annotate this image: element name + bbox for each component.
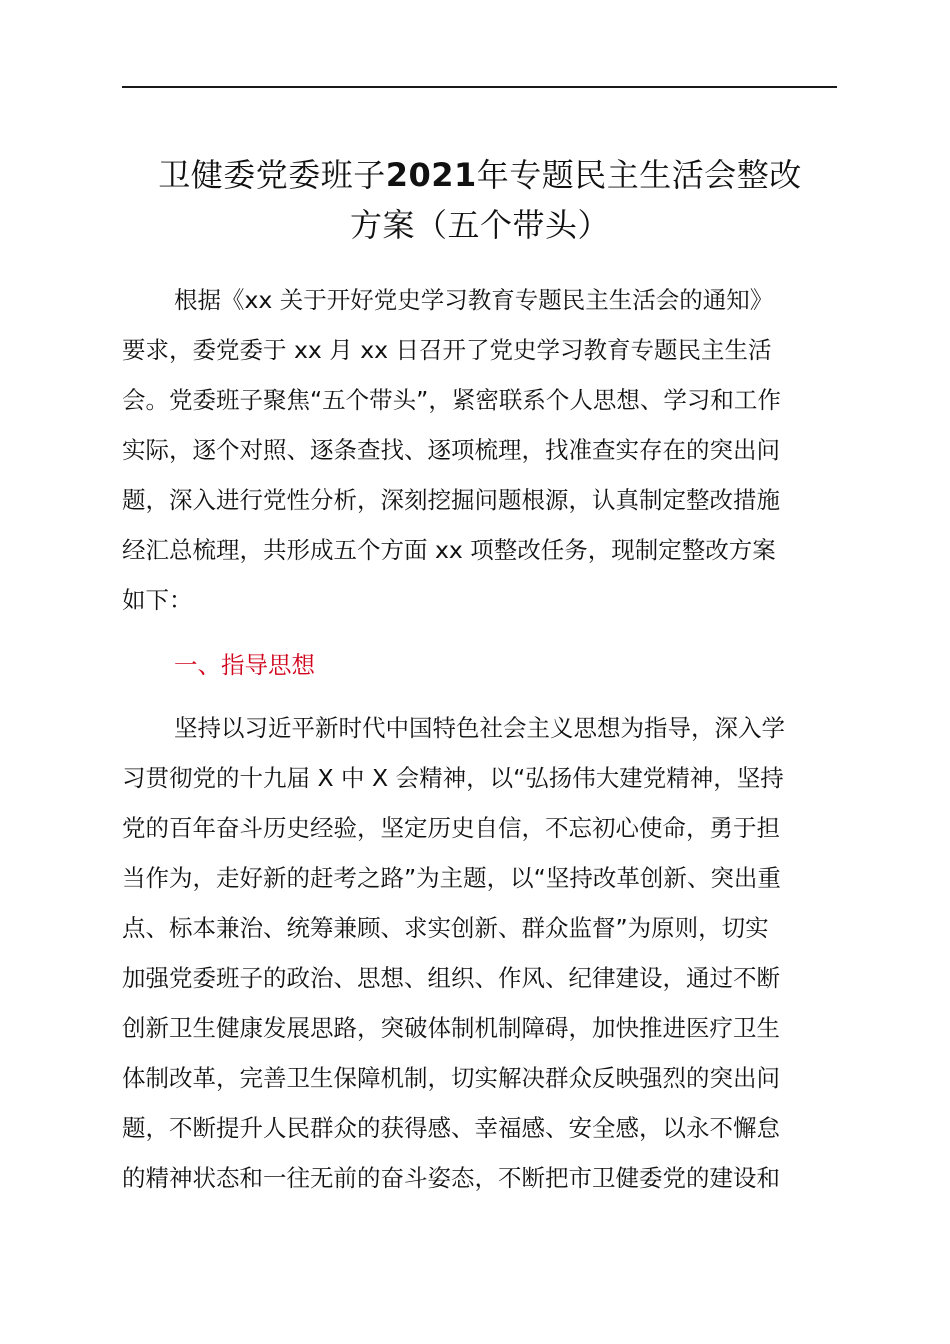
title-prefix: 卫健委党委班子 — [158, 156, 386, 194]
paragraph-line: 要求，委党委于 xx 月 xx 日召开了党史学习教育专题民主生活 — [122, 336, 772, 364]
title-line-1 — [110, 150, 850, 200]
section-heading-guiding-thought: 一、指导思想 — [174, 651, 315, 679]
paragraph-line: 当作为，走好新的赶考之路”为主题，以“坚持改革创新、突出重 — [122, 864, 781, 892]
paragraph-line: 实际，逐个对照、逐条查找、逐项梳理，找准查实存在的突出问 — [122, 436, 780, 464]
paragraph-line: 党的百年奋斗历史经验，坚定历史自信，不忘初心使命，勇于担 — [122, 814, 780, 842]
title-suffix: 年专题民主生活会整改 — [476, 156, 802, 194]
paragraph-line: 题，深入进行党性分析，深刻挖掘问题根源，认真制定整改措施 — [122, 486, 780, 514]
guiding-thought-paragraph — [122, 703, 838, 1203]
paragraph-line: 的精神状态和一往无前的奋斗姿态，不断把市卫健委党的建设和 — [122, 1164, 780, 1192]
paragraph-line: 加强党委班子的政治、思想、组织、作风、纪律建设，通过不断 — [122, 964, 780, 992]
title-year: 2021 — [385, 156, 477, 194]
document-title — [110, 150, 850, 250]
paragraph-line: 会。党委班子聚焦“五个带头”，紧密联系个人思想、学习和工作 — [122, 386, 781, 414]
paragraph-line: 习贯彻党的十九届 X 中 X 会精神，以“弘扬伟大建党精神，坚持 — [122, 764, 784, 792]
paragraph-line: 题，不断提升人民群众的获得感、幸福感、安全感，以永不懈怠 — [122, 1114, 780, 1142]
paragraph-line: 根据《xx 关于开好党史学习教育专题民主生活会的通知》 — [174, 286, 774, 314]
paragraph-line: 经汇总梳理，共形成五个方面 xx 项整改任务，现制定整改方案 — [122, 536, 776, 564]
header-rule — [122, 86, 837, 88]
paragraph-line: 体制改革，完善卫生保障机制，切实解决群众反映强烈的突出问 — [122, 1064, 780, 1092]
paragraph-line: 坚持以习近平新时代中国特色社会主义思想为指导，深入学 — [174, 714, 785, 742]
paragraph-line: 如下： — [122, 586, 193, 614]
intro-paragraph — [122, 275, 838, 625]
paragraph-line: 点、标本兼治、统筹兼顾、求实创新、群众监督”为原则，切实 — [122, 914, 769, 942]
title-line-2: 方案（五个带头） — [349, 206, 610, 244]
paragraph-line: 创新卫生健康发展思路，突破体制机制障碍，加快推进医疗卫生 — [122, 1014, 780, 1042]
